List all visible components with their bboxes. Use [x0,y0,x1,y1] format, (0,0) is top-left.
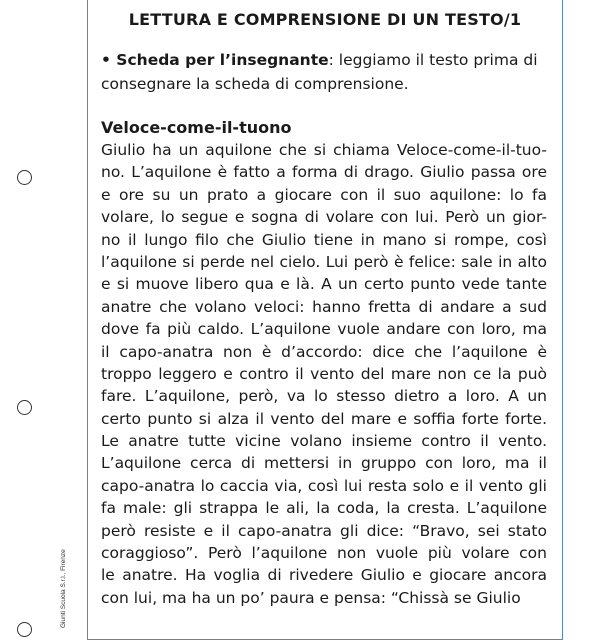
teacher-note-label: • Scheda per l’insegnante [101,51,329,69]
story-text [101,139,547,609]
story-line: fare. L’aquilone, però, va lo stesso dietro a loro. A un [101,387,547,406]
story-line: capo-anatra lo caccia via, così lui resta solo e il vento gli [101,476,547,495]
page-title: LETTURA E COMPRENSIONE DI UN TESTO/1 [128,10,522,29]
story-line: no il lungo filo che Giulio tiene in mano si rompe, così [101,230,547,249]
story-line: Giulio ha un aquilone che si chiama Veloce-come-il-tuo- [101,141,547,159]
story-line: però resiste e il capo-anatra gli dice: “Bravo, sei stato [101,521,547,540]
binder-hole [17,400,32,415]
story-title: Veloce-come-il-tuono [101,118,292,137]
story-line: troppo leggero e contro il vento del mare non ce la può [101,364,547,383]
story-line: e si muove libero qua e là. A un certo punto vede tante [101,275,547,294]
teacher-note-text: : leggiamo il testo prima di consegnare la scheda di comprensione. [101,51,538,93]
story-line: il capo-anatra non è d’accordo: dice che l’aquilone è [101,342,547,361]
story-line: Le anatre tutte vicine volano insieme contro il vento. [101,432,547,451]
story-line: dove fa più caldo. L’aquilone vuole andare con loro, ma [101,320,547,339]
story-line: le anatre. Ha voglia di rivedere Giulio e giocare ancora [101,566,547,585]
story-line: volare, lo segue e sogna di volare con lui. Però un gior- [101,208,547,227]
story-line: con lui, ma ha un po’ paura e pensa: “Chissà se Giulio [101,588,521,607]
teacher-note [101,48,547,96]
story-line: e ore su un prato a giocare con il suo aquilone: lo fa [101,185,547,204]
story-line: certo punto si alza il vento del mare e soffia forte forte. [101,409,547,428]
story-line: coraggioso”. Però l’aquilone non vuole più volare con [101,544,547,563]
story-line: no. L’aquilone è fatto a forma di drago. Giulio passa ore [101,163,547,182]
story-line: anatre che volano veloci: hanno fretta di andare a sud [101,297,547,316]
binder-hole [17,170,32,185]
story-line: l’aquilone si perde nel cielo. Lui però è felice: sale in alto [101,252,547,271]
story-line: L’aquilone cerca di mettersi in gruppo con loro, ma il [101,454,547,473]
story-line: fa male: gli strappa le ali, la coda, la cresta. L’aquilone [101,499,547,518]
publisher-credit: Giunti Scuola S.r.l., Firenze [60,549,67,628]
